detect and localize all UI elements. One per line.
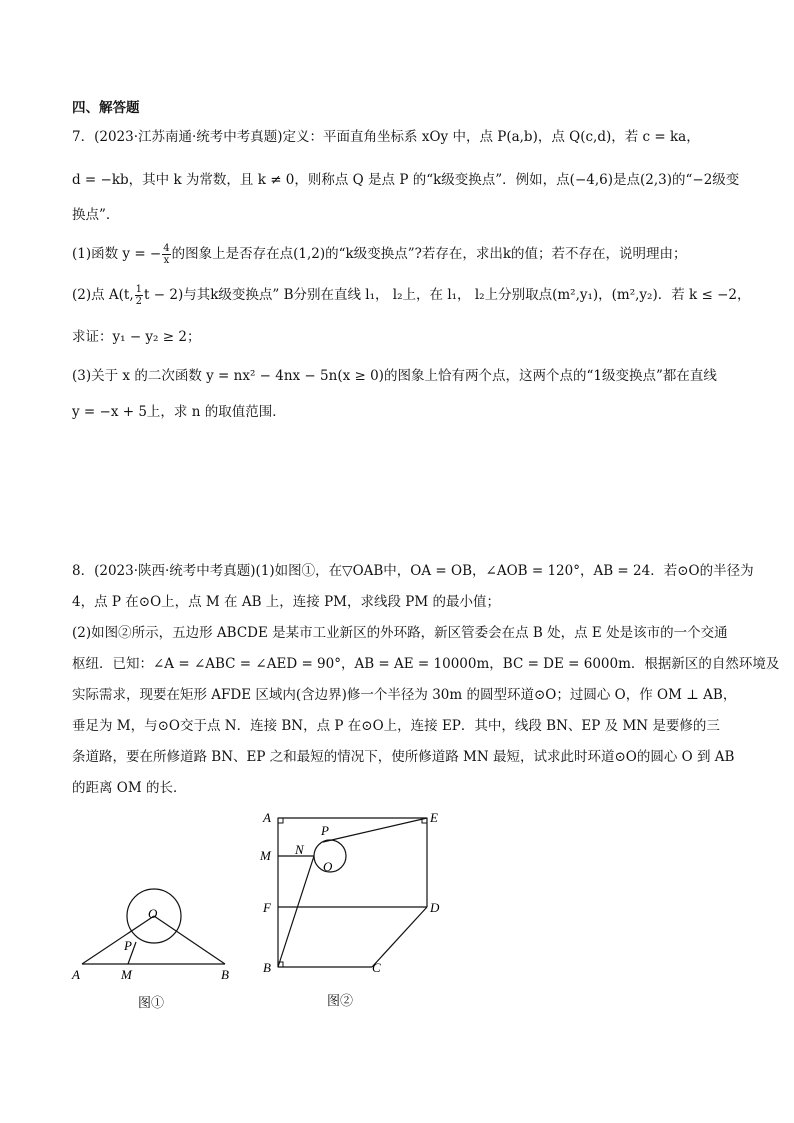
q8-line-6: 垂足为 M，与⊙O交于点 N．连接 BN，点 P 在⊙O上，连接 EP．其中，线段 BN、EP 及 MN 是要修的三	[72, 718, 720, 734]
q8-line-1: 8．(2023·陕西·统考中考真题)(1)如图①，在▽OAB中，OA = OB，∠AOB = 120°，AB = 24．若⊙O的半径为	[72, 563, 754, 579]
fraction-numerator: 1	[135, 284, 143, 295]
figure-2	[255, 805, 455, 983]
fraction-denominator: 2	[135, 296, 143, 307]
q8-line-4: 枢纽．已知：∠A = ∠ABC = ∠AED = 90°，AB = AE = 10000m，BC = DE = 6000m．根据新区的自然环境及	[72, 656, 780, 672]
q7-part-3-line-1: (3)关于 x 的二次函数 y = nx² − 4nx − 5n(x ≥ 0)的图象上恰有两个点，这两个点的“1级变换点”都在直线	[72, 368, 717, 384]
q8-line-2: 4，点 P 在⊙O上，点 M 在 AB 上，连接 PM，求线段 PM 的最小值；	[72, 594, 500, 610]
figure-2-caption: 图②	[327, 994, 354, 1009]
label-F: F	[263, 900, 271, 915]
right-angle-A	[278, 818, 283, 823]
q7-part-2	[72, 284, 751, 307]
q7-part-1-text-b: 的图象上是否存在点(1,2)的“k级变换点”?若存在，求出k的值；若不存在，说明理由；	[171, 246, 687, 262]
q8-line-3: (2)如图②所示，五边形 ABCDE 是某市工业新区的外环路，新区管委会在点 B 处，点 E 处是该市的一个交通	[72, 625, 728, 641]
label-C: C	[372, 960, 381, 975]
q8-line-5: 实际需求，现要在矩形 AFDE 区域内(含边界)修一个半径为 30m 的圆型环道⊙O；过圆心 O，作 OM ⊥ AB，	[72, 687, 737, 703]
q7-part-2-text-b: t − 2)与其k级变换点” B分别在直线 l₁， l₂上，在 l₁， l₂上分别取点(m²,y₁)，(m²,y₂)．若 k ≤ −2，	[144, 287, 751, 303]
label-O: O	[323, 859, 333, 874]
q8-line-8: 的距离 OM 的长．	[72, 780, 187, 796]
label-O: O	[148, 906, 158, 921]
segment-DC	[372, 907, 427, 967]
q7-part-2-conclusion: 求证：y₁ − y₂ ≥ 2；	[72, 329, 201, 345]
fraction-denominator: x	[163, 255, 170, 266]
label-D: D	[430, 900, 440, 915]
label-P: P	[321, 823, 329, 838]
segment-OA	[82, 916, 154, 964]
q7-part-1-text-a: (1)函数 y = −	[72, 246, 162, 262]
q7-part-1-fraction	[162, 243, 170, 266]
figure-1-caption: 图①	[138, 996, 165, 1011]
q7-line-3: 换点”．	[72, 207, 120, 223]
q7-part-2-text-a: (2)点 A(t,	[72, 287, 134, 303]
q7-part-1	[72, 243, 687, 266]
label-M: M	[260, 848, 271, 863]
segment-BN	[278, 856, 314, 967]
q7-part-3-line-2: y = −x + 5上，求 n 的取值范围．	[72, 404, 286, 420]
fraction-numerator: 4	[163, 243, 170, 254]
figure-1	[60, 880, 250, 988]
q7-line-2: d = −kb，其中 k 为常数，且 k ≠ 0，则称点 Q 是点 P 的“k级变换点”．例如，点(−4,6)是点(2,3)的“−2级变	[72, 172, 740, 188]
q8-line-7: 条道路，要在所修道路 BN、EP 之和最短的情况下，使所修道路 MN 最短，试求此时环道⊙O的圆心 O 到 AB	[72, 749, 735, 765]
label-A: A	[263, 810, 271, 825]
q7-line-1: 7．(2023·江苏南通·统考中考真题)定义：平面直角坐标系 xOy 中，点 P(a,b)，点 Q(c,d)，若 c = ka，	[72, 129, 700, 145]
q7-part-2-fraction	[135, 284, 143, 307]
segment-EP	[323, 818, 427, 842]
label-M: M	[121, 967, 132, 982]
label-E: E	[430, 810, 438, 825]
label-A: A	[72, 967, 80, 982]
label-B: B	[221, 967, 229, 982]
label-B: B	[263, 960, 271, 975]
label-P: P	[124, 938, 132, 953]
segment-OB	[154, 916, 225, 964]
label-N: N	[295, 842, 304, 857]
section-title: 四、解答题	[72, 100, 140, 116]
